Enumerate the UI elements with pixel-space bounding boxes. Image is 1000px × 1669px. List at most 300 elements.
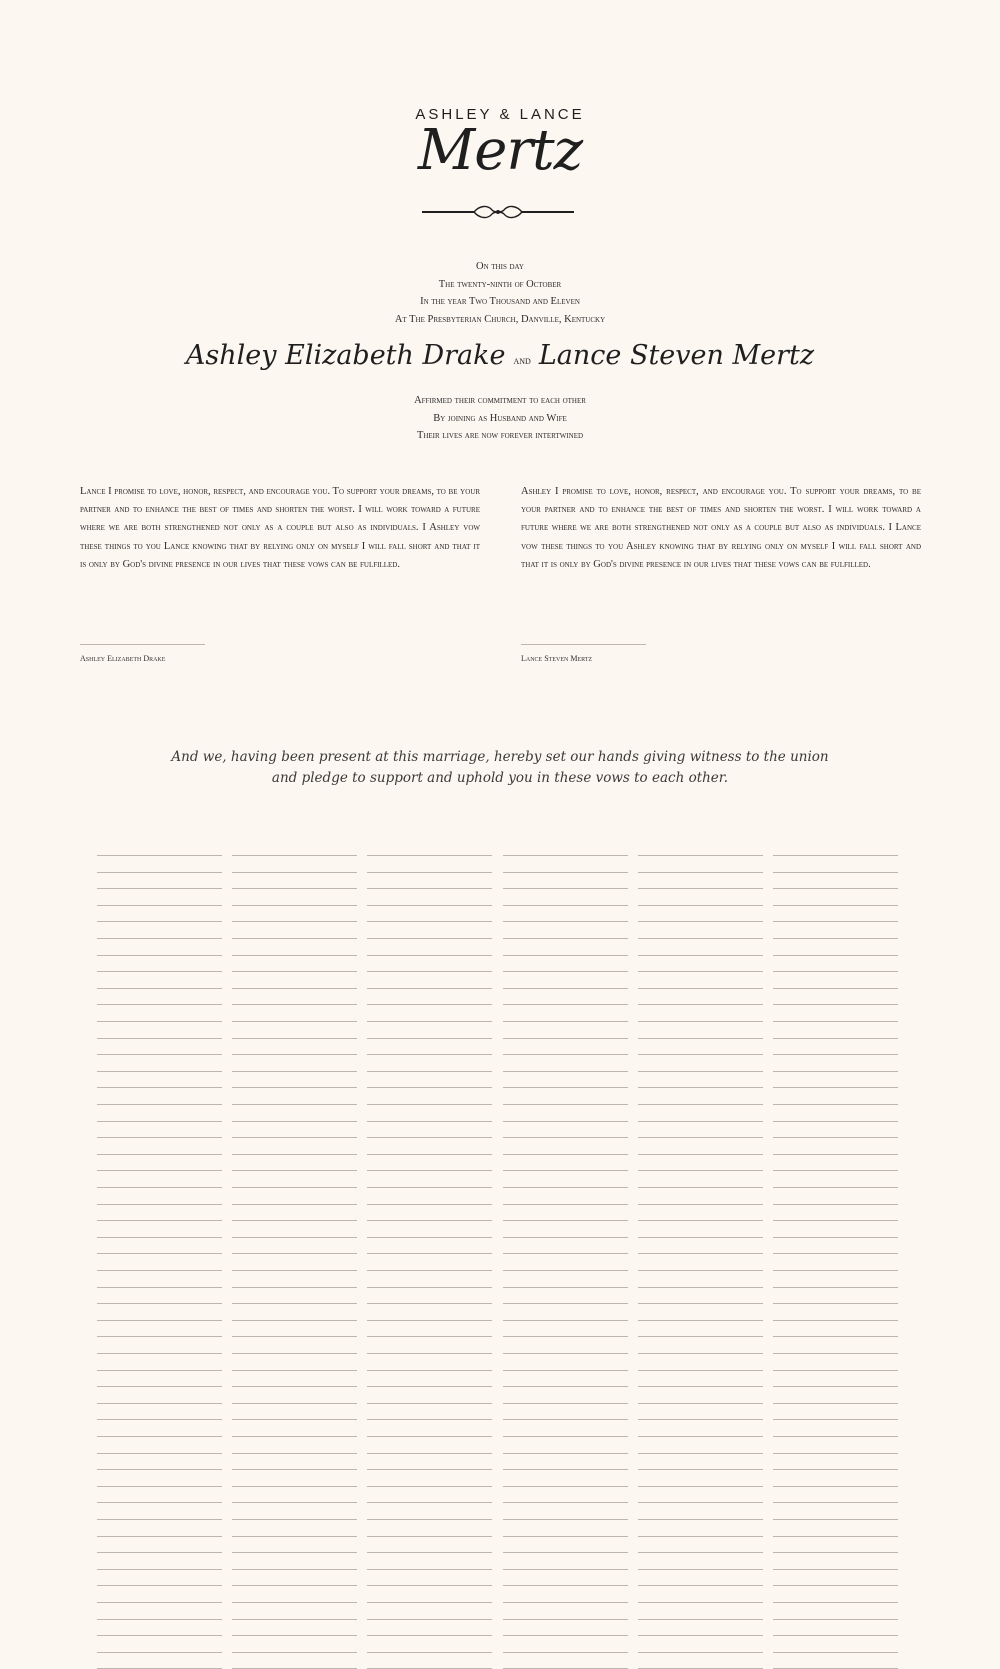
witness-signature-line[interactable] (367, 1569, 492, 1570)
witness-signature-line[interactable] (367, 1087, 492, 1088)
witness-signature-line[interactable] (367, 1353, 492, 1354)
witness-signature-line[interactable] (97, 1170, 222, 1171)
witness-signature-line[interactable] (367, 1386, 492, 1387)
witness-signature-line[interactable] (638, 1071, 763, 1072)
witness-signature-line[interactable] (232, 1287, 357, 1288)
witness-signature-line[interactable] (367, 921, 492, 922)
witness-signature-line[interactable] (367, 1486, 492, 1487)
witness-signature-line[interactable] (232, 921, 357, 922)
witness-signature-line[interactable] (638, 1170, 763, 1171)
witness-signature-line[interactable] (773, 1021, 898, 1022)
witness-signature-line[interactable] (97, 1353, 222, 1354)
witness-signature-line[interactable] (367, 1403, 492, 1404)
witness-signature-line[interactable] (503, 855, 628, 856)
witness-signature-line[interactable] (232, 1303, 357, 1304)
witness-signature-line[interactable] (97, 888, 222, 889)
witness-signature-line[interactable] (97, 1154, 222, 1155)
witness-signature-line[interactable] (232, 1104, 357, 1105)
witness-signature-line[interactable] (367, 1585, 492, 1586)
witness-signature-line[interactable] (638, 1469, 763, 1470)
witness-signature-line[interactable] (97, 1187, 222, 1188)
witness-signature-line[interactable] (773, 1453, 898, 1454)
witness-signature-line[interactable] (97, 1469, 222, 1470)
witness-signature-line[interactable] (638, 872, 763, 873)
witness-signature-line[interactable] (638, 1287, 763, 1288)
witness-signature-line[interactable] (773, 1419, 898, 1420)
witness-signature-line[interactable] (97, 1204, 222, 1205)
witness-signature-line[interactable] (232, 1071, 357, 1072)
witness-signature-line[interactable] (773, 1253, 898, 1254)
witness-signature-line[interactable] (232, 855, 357, 856)
witness-signature-line[interactable] (367, 1619, 492, 1620)
witness-signature-line[interactable] (638, 1436, 763, 1437)
witness-signature-line[interactable] (773, 1204, 898, 1205)
witness-signature-line[interactable] (367, 1104, 492, 1105)
witness-signature-line[interactable] (503, 1303, 628, 1304)
witness-signature-line[interactable] (638, 1320, 763, 1321)
witness-signature-line[interactable] (503, 1071, 628, 1072)
witness-signature-line[interactable] (773, 1187, 898, 1188)
witness-signature-line[interactable] (503, 1502, 628, 1503)
witness-signature-line[interactable] (97, 1336, 222, 1337)
witness-signature-line[interactable] (503, 1237, 628, 1238)
witness-signature-line[interactable] (773, 1486, 898, 1487)
witness-signature-line[interactable] (773, 1635, 898, 1636)
witness-signature-line[interactable] (367, 1137, 492, 1138)
witness-signature-line[interactable] (232, 1038, 357, 1039)
witness-signature-line[interactable] (503, 1602, 628, 1603)
witness-signature-line[interactable] (773, 1536, 898, 1537)
witness-signature-line[interactable] (638, 855, 763, 856)
witness-signature-line[interactable] (773, 1320, 898, 1321)
witness-signature-line[interactable] (638, 988, 763, 989)
witness-signature-line[interactable] (232, 1137, 357, 1138)
witness-signature-line[interactable] (232, 1536, 357, 1537)
witness-signature-line[interactable] (503, 1536, 628, 1537)
witness-signature-line[interactable] (503, 921, 628, 922)
witness-signature-line[interactable] (97, 1270, 222, 1271)
witness-signature-line[interactable] (367, 938, 492, 939)
witness-signature-line[interactable] (367, 1602, 492, 1603)
witness-signature-line[interactable] (232, 1619, 357, 1620)
witness-signature-line[interactable] (638, 1602, 763, 1603)
witness-signature-line[interactable] (773, 1386, 898, 1387)
witness-signature-line[interactable] (773, 1403, 898, 1404)
witness-signature-line[interactable] (97, 955, 222, 956)
witness-signature-line[interactable] (638, 1386, 763, 1387)
witness-signature-line[interactable] (367, 1519, 492, 1520)
witness-signature-line[interactable] (503, 1569, 628, 1570)
witness-signature-line[interactable] (503, 1469, 628, 1470)
witness-signature-line[interactable] (97, 1253, 222, 1254)
witness-signature-line[interactable] (773, 1287, 898, 1288)
witness-signature-line[interactable] (367, 1204, 492, 1205)
witness-signature-line[interactable] (97, 1121, 222, 1122)
witness-signature-line[interactable] (97, 1386, 222, 1387)
witness-signature-line[interactable] (638, 1303, 763, 1304)
witness-signature-line[interactable] (232, 1502, 357, 1503)
witness-signature-line[interactable] (773, 1270, 898, 1271)
witness-signature-line[interactable] (773, 1087, 898, 1088)
witness-signature-line[interactable] (503, 971, 628, 972)
witness-signature-line[interactable] (232, 1004, 357, 1005)
witness-signature-line[interactable] (503, 1170, 628, 1171)
witness-signature-line[interactable] (638, 1204, 763, 1205)
witness-signature-line[interactable] (503, 1220, 628, 1221)
witness-signature-line[interactable] (503, 1121, 628, 1122)
witness-signature-line[interactable] (232, 1519, 357, 1520)
witness-signature-line[interactable] (503, 1353, 628, 1354)
witness-signature-line[interactable] (638, 1038, 763, 1039)
witness-signature-line[interactable] (638, 955, 763, 956)
witness-signature-line[interactable] (638, 921, 763, 922)
witness-signature-line[interactable] (503, 1386, 628, 1387)
witness-signature-line[interactable] (232, 1602, 357, 1603)
witness-signature-line[interactable] (97, 1303, 222, 1304)
witness-signature-line[interactable] (97, 1602, 222, 1603)
witness-signature-line[interactable] (97, 1552, 222, 1553)
witness-signature-line[interactable] (638, 1585, 763, 1586)
witness-signature-line[interactable] (232, 1154, 357, 1155)
witness-signature-line[interactable] (97, 1104, 222, 1105)
witness-signature-line[interactable] (773, 1552, 898, 1553)
witness-signature-line[interactable] (638, 971, 763, 972)
witness-signature-line[interactable] (773, 1104, 898, 1105)
witness-signature-line[interactable] (232, 988, 357, 989)
witness-signature-line[interactable] (367, 1038, 492, 1039)
witness-signature-line[interactable] (97, 1320, 222, 1321)
witness-signature-line[interactable] (503, 1270, 628, 1271)
witness-signature-line[interactable] (232, 1436, 357, 1437)
witness-signature-line[interactable] (97, 855, 222, 856)
witness-signature-line[interactable] (503, 1419, 628, 1420)
witness-signature-line[interactable] (232, 1469, 357, 1470)
signature-line-right[interactable] (521, 644, 646, 645)
witness-signature-line[interactable] (773, 1137, 898, 1138)
witness-signature-line[interactable] (773, 1602, 898, 1603)
witness-signature-line[interactable] (503, 1619, 628, 1620)
witness-signature-line[interactable] (367, 872, 492, 873)
witness-signature-line[interactable] (232, 1336, 357, 1337)
witness-signature-line[interactable] (503, 1021, 628, 1022)
witness-signature-line[interactable] (773, 1585, 898, 1586)
signature-line-left[interactable] (80, 644, 205, 645)
witness-signature-line[interactable] (638, 1253, 763, 1254)
witness-signature-line[interactable] (97, 1038, 222, 1039)
witness-signature-line[interactable] (773, 1569, 898, 1570)
witness-signature-line[interactable] (773, 872, 898, 873)
witness-signature-line[interactable] (773, 1054, 898, 1055)
witness-signature-line[interactable] (773, 1436, 898, 1437)
witness-signature-line[interactable] (367, 1320, 492, 1321)
witness-signature-line[interactable] (773, 855, 898, 856)
witness-signature-line[interactable] (367, 1237, 492, 1238)
witness-signature-line[interactable] (232, 1054, 357, 1055)
witness-signature-line[interactable] (503, 888, 628, 889)
witness-signature-line[interactable] (503, 1635, 628, 1636)
witness-signature-line[interactable] (638, 905, 763, 906)
witness-signature-line[interactable] (97, 1287, 222, 1288)
witness-signature-line[interactable] (503, 872, 628, 873)
witness-signature-line[interactable] (503, 1552, 628, 1553)
witness-signature-line[interactable] (638, 1220, 763, 1221)
witness-signature-line[interactable] (97, 1220, 222, 1221)
intro-line: In the year Two Thousand and Eleven (420, 296, 580, 307)
witness-signature-line[interactable] (367, 1170, 492, 1171)
witness-signature-line[interactable] (773, 1619, 898, 1620)
vow-left: Lance I promise to love, honor, respect, and encourage you. To support your dreams, to be your partner and to enhance the best of times and shorten the worst. I will work toward a future where we are both strengthened not only as a couple but also as individuals. I Ashley vow these things to you Lance knowing that by relying only on myself I will fall short and that it is only by God's divine presence in our lives that these vows can be fulfilled. (80, 486, 480, 570)
witness-signature-line[interactable] (503, 1004, 628, 1005)
witness-signature-line[interactable] (773, 938, 898, 939)
couple-names (0, 340, 1000, 371)
witness-signature-line[interactable] (503, 955, 628, 956)
witness-signature-line[interactable] (773, 1370, 898, 1371)
witness-signature-line[interactable] (97, 905, 222, 906)
witness-signature-line[interactable] (773, 1353, 898, 1354)
witness-signature-line[interactable] (503, 1253, 628, 1254)
witness-signature-line[interactable] (367, 1054, 492, 1055)
witness-signature-line[interactable] (503, 1436, 628, 1437)
witness-signature-line[interactable] (773, 971, 898, 972)
witness-signature-line[interactable] (232, 955, 357, 956)
witness-signature-line[interactable] (367, 1436, 492, 1437)
witness-signature-line[interactable] (638, 1154, 763, 1155)
witness-signature-line[interactable] (773, 1303, 898, 1304)
witness-signature-line[interactable] (232, 1320, 357, 1321)
witness-signature-line[interactable] (773, 1121, 898, 1122)
witness-signature-line[interactable] (638, 1403, 763, 1404)
witness-signature-line[interactable] (638, 1552, 763, 1553)
witness-signature-line[interactable] (503, 1187, 628, 1188)
witness-signature-line[interactable] (232, 1386, 357, 1387)
witness-signature-line[interactable] (97, 1502, 222, 1503)
witness-signature-line[interactable] (232, 938, 357, 939)
witness-signature-line[interactable] (503, 988, 628, 989)
witness-signature-line[interactable] (638, 1635, 763, 1636)
witness-signature-line[interactable] (232, 1237, 357, 1238)
witness-signature-line[interactable] (367, 1536, 492, 1537)
witness-signature-line[interactable] (367, 1635, 492, 1636)
witness-signature-line[interactable] (773, 905, 898, 906)
witness-signature-line[interactable] (232, 1569, 357, 1570)
witness-signature-line[interactable] (503, 1320, 628, 1321)
witness-signature-line[interactable] (773, 1469, 898, 1470)
witness-signature-line[interactable] (232, 1204, 357, 1205)
witness-signature-line[interactable] (503, 1486, 628, 1487)
witness-signature-line[interactable] (97, 1453, 222, 1454)
witness-signature-line[interactable] (503, 1519, 628, 1520)
witness-signature-line[interactable] (503, 1370, 628, 1371)
witness-signature-line[interactable] (773, 988, 898, 989)
witness-signature-line[interactable] (97, 1403, 222, 1404)
witness-signature-line[interactable] (638, 1370, 763, 1371)
witness-signature-line[interactable] (773, 1154, 898, 1155)
witness-signature-line[interactable] (97, 1569, 222, 1570)
witness-signature-line[interactable] (232, 1635, 357, 1636)
witness-signature-line[interactable] (232, 1419, 357, 1420)
witness-signature-line[interactable] (638, 1187, 763, 1188)
witness-signature-line[interactable] (367, 1187, 492, 1188)
witness-signature-line[interactable] (638, 1237, 763, 1238)
witness-signature-line[interactable] (367, 1021, 492, 1022)
witness-signature-line[interactable] (503, 1137, 628, 1138)
witness-signature-line[interactable] (97, 1536, 222, 1537)
witness-signature-line[interactable] (232, 1187, 357, 1188)
witness-signature-line[interactable] (638, 1453, 763, 1454)
witness-signature-line[interactable] (773, 1038, 898, 1039)
witness-signature-line[interactable] (367, 1419, 492, 1420)
witness-signature-line[interactable] (232, 1220, 357, 1221)
witness-signature-line[interactable] (773, 1071, 898, 1072)
witness-signature-line[interactable] (367, 1220, 492, 1221)
witness-signature-line[interactable] (232, 888, 357, 889)
witness-signature-line[interactable] (638, 1652, 763, 1653)
witness-signature-line[interactable] (232, 1170, 357, 1171)
witness-signature-line[interactable] (367, 1652, 492, 1653)
witness-signature-line[interactable] (503, 1585, 628, 1586)
witness-signature-line[interactable] (97, 938, 222, 939)
witness-signature-line[interactable] (97, 1519, 222, 1520)
witness-signature-line[interactable] (232, 1370, 357, 1371)
witness-signature-line[interactable] (232, 1486, 357, 1487)
witness-signature-line[interactable] (97, 1370, 222, 1371)
witness-signature-line[interactable] (97, 1087, 222, 1088)
witness-signature-line[interactable] (97, 1054, 222, 1055)
witness-signature-line[interactable] (503, 1453, 628, 1454)
witness-signature-line[interactable] (367, 1287, 492, 1288)
witness-signature-line[interactable] (367, 988, 492, 989)
witness-signature-line[interactable] (773, 955, 898, 956)
witness-signature-line[interactable] (638, 1087, 763, 1088)
witness-signature-line[interactable] (638, 1569, 763, 1570)
witness-signature-line[interactable] (773, 921, 898, 922)
witness-signature-line[interactable] (638, 1519, 763, 1520)
witness-signature-line[interactable] (97, 1137, 222, 1138)
witness-signature-line[interactable] (638, 938, 763, 939)
witness-signature-line[interactable] (638, 1021, 763, 1022)
witness-signature-line[interactable] (503, 905, 628, 906)
witness-signature-line[interactable] (97, 1237, 222, 1238)
witness-signature-line[interactable] (367, 1270, 492, 1271)
witness-signature-line[interactable] (97, 1652, 222, 1653)
witness-signature-line[interactable] (503, 1038, 628, 1039)
witness-signature-line[interactable] (367, 1121, 492, 1122)
witness-signature-line[interactable] (232, 1121, 357, 1122)
witness-signature-line[interactable] (232, 1552, 357, 1553)
witness-signature-line[interactable] (97, 988, 222, 989)
witness-signature-line[interactable] (232, 1270, 357, 1271)
witness-signature-line[interactable] (638, 1536, 763, 1537)
witness-signature-line[interactable] (367, 971, 492, 972)
witness-signature-line[interactable] (638, 1419, 763, 1420)
witness-signature-line[interactable] (367, 1154, 492, 1155)
witness-signature-line[interactable] (97, 872, 222, 873)
witness-signature-line[interactable] (638, 1004, 763, 1005)
witness-signature-line[interactable] (97, 971, 222, 972)
witness-signature-line[interactable] (503, 1287, 628, 1288)
witness-signature-line[interactable] (638, 1137, 763, 1138)
witness-signature-line[interactable] (503, 1054, 628, 1055)
witness-signature-line[interactable] (367, 1453, 492, 1454)
witness-signature-line[interactable] (232, 1453, 357, 1454)
witness-signature-line[interactable] (638, 1619, 763, 1620)
witness-signature-line[interactable] (367, 1370, 492, 1371)
witness-signature-line[interactable] (638, 1104, 763, 1105)
witness-signature-line[interactable] (773, 1004, 898, 1005)
witness-signature-line[interactable] (367, 855, 492, 856)
witness-signature-line[interactable] (97, 1021, 222, 1022)
witness-signature-line[interactable] (97, 1004, 222, 1005)
witness-signature-line[interactable] (367, 1552, 492, 1553)
witness-signature-line[interactable] (367, 888, 492, 889)
witness-signature-line[interactable] (97, 921, 222, 922)
witness-signature-line[interactable] (97, 1419, 222, 1420)
witness-signature-line[interactable] (232, 1087, 357, 1088)
witness-signature-line[interactable] (367, 1004, 492, 1005)
witness-signature-line[interactable] (638, 1054, 763, 1055)
witness-signature-line[interactable] (367, 1336, 492, 1337)
witness-signature-line[interactable] (503, 1204, 628, 1205)
witness-signature-line[interactable] (367, 1071, 492, 1072)
witness-signature-line[interactable] (232, 1353, 357, 1354)
witness-signature-line[interactable] (232, 971, 357, 972)
witness-signature-line[interactable] (97, 1436, 222, 1437)
witness-signature-line[interactable] (503, 1104, 628, 1105)
witness-signature-line[interactable] (773, 1502, 898, 1503)
witness-signature-line[interactable] (232, 1403, 357, 1404)
witness-signature-line[interactable] (638, 1502, 763, 1503)
witness-signature-line[interactable] (367, 1303, 492, 1304)
witness-signature-line[interactable] (503, 1087, 628, 1088)
witness-signature-line[interactable] (97, 1486, 222, 1487)
witness-signature-line[interactable] (367, 905, 492, 906)
witness-signature-line[interactable] (232, 1585, 357, 1586)
witness-signature-line[interactable] (367, 955, 492, 956)
witness-signature-line[interactable] (773, 1519, 898, 1520)
witness-signature-line[interactable] (773, 1220, 898, 1221)
witness-signature-line[interactable] (97, 1619, 222, 1620)
witness-signature-line[interactable] (503, 938, 628, 939)
witness-signature-line[interactable] (97, 1585, 222, 1586)
witness-signature-line[interactable] (503, 1154, 628, 1155)
witness-signature-line[interactable] (232, 872, 357, 873)
witness-signature-line[interactable] (367, 1469, 492, 1470)
witness-signature-line[interactable] (503, 1652, 628, 1653)
witness-signature-line[interactable] (503, 1403, 628, 1404)
witness-signature-line[interactable] (773, 1652, 898, 1653)
witness-signature-line[interactable] (638, 1336, 763, 1337)
witness-signature-line[interactable] (232, 1253, 357, 1254)
witness-signature-line[interactable] (503, 1336, 628, 1337)
witness-signature-line[interactable] (773, 1237, 898, 1238)
witness-signature-line[interactable] (232, 1652, 357, 1653)
witness-signature-line[interactable] (773, 1170, 898, 1171)
witness-signature-line[interactable] (638, 888, 763, 889)
witness-signature-line[interactable] (97, 1071, 222, 1072)
header-names: ASHLEY & LANCE (415, 106, 585, 123)
witness-signature-line[interactable] (773, 1336, 898, 1337)
witness-signature-line[interactable] (367, 1502, 492, 1503)
witness-signature-line[interactable] (367, 1253, 492, 1254)
witness-signature-line[interactable] (97, 1635, 222, 1636)
witness-signature-line[interactable] (232, 1021, 357, 1022)
witness-signature-line[interactable] (773, 888, 898, 889)
witness-signature-line[interactable] (638, 1121, 763, 1122)
witness-signature-line[interactable] (638, 1486, 763, 1487)
witness-signature-line[interactable] (232, 905, 357, 906)
witness-signature-line[interactable] (638, 1270, 763, 1271)
witness-signature-line[interactable] (638, 1353, 763, 1354)
